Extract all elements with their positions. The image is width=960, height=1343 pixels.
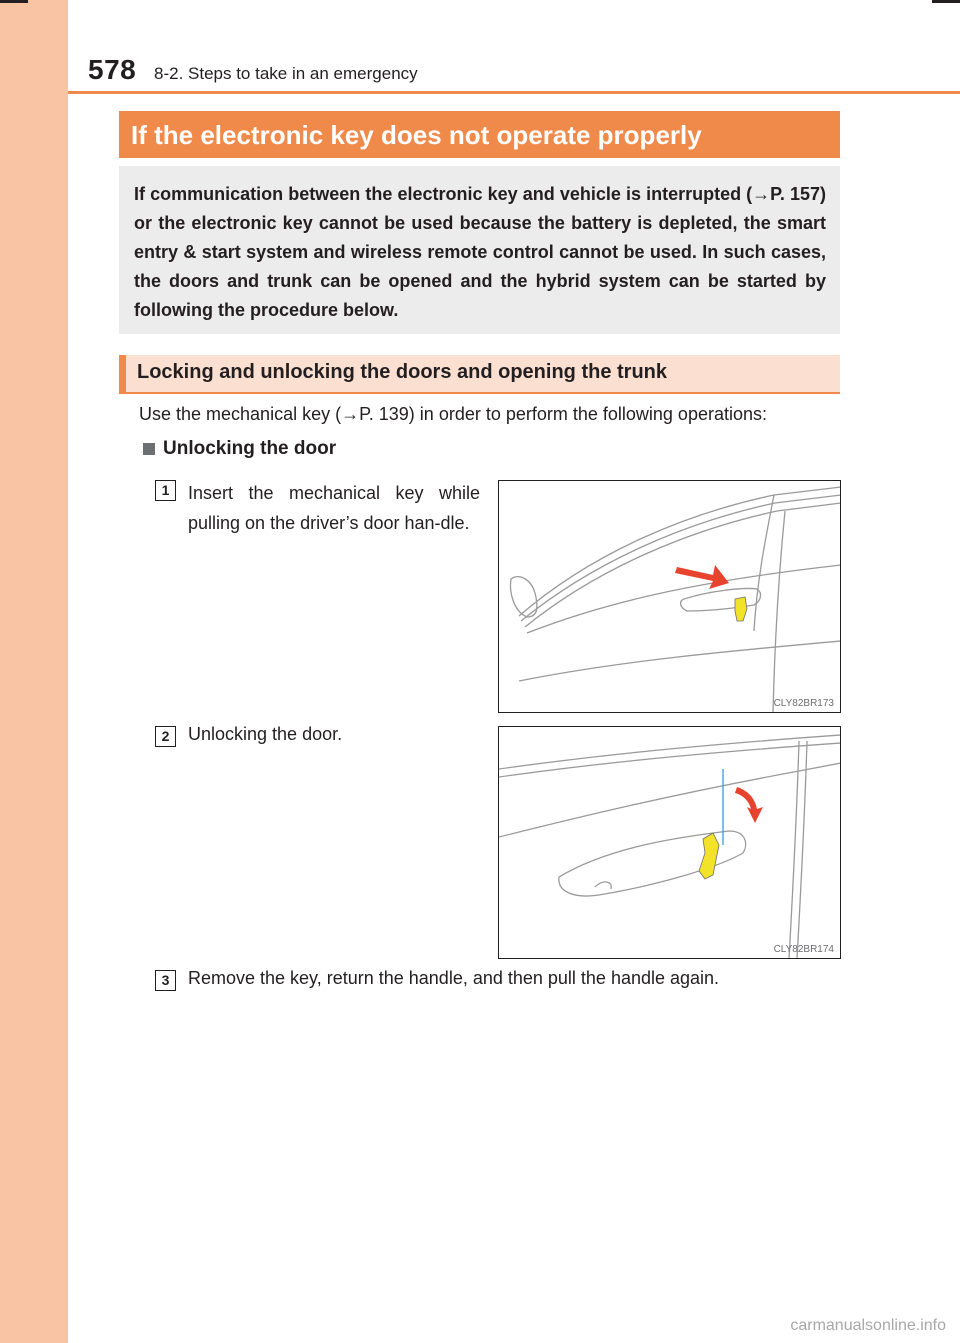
key-yellow-1 <box>735 597 747 621</box>
figure-code-2: CLY82BR174 <box>773 944 834 955</box>
watermark: carmanualsonline.info <box>790 1317 946 1334</box>
header-rule <box>68 91 960 94</box>
step-number-1: 1 <box>155 480 176 501</box>
page-number: 578 <box>88 54 137 85</box>
car-door-unlock-drawing <box>499 727 841 959</box>
section-reference: 8-2. Steps to take in an emergency <box>154 64 418 83</box>
subheading-text: Locking and unlocking the doors and opening the trunk <box>137 361 667 383</box>
illustration-unlock-door <box>498 726 841 959</box>
intro-box <box>119 166 840 334</box>
crop-mark-right <box>932 0 960 3</box>
section-title-bar <box>119 111 840 158</box>
subheading-accent <box>119 355 126 392</box>
arrow-red-2 <box>735 787 763 823</box>
crop-mark-left <box>0 0 28 3</box>
subheading-bar <box>119 355 840 392</box>
step-text-3: Remove the key, return the handle, and then pull the handle again. <box>188 968 720 988</box>
instruction-text: Use the mechanical key (→P. 139) in order to perform the following operations: <box>139 404 767 424</box>
step-text-1: Insert the mechanical key while pulling on the driver’s door han-dle. <box>188 483 480 533</box>
intro-text: If communication between the electronic key and vehicle is interrupted (→P. 157) or the electronic key cannot be used because the battery is depleted, the smart entry & start system and wireless remote control cannot be used. In such cases, the doors and trunk can be opened and the hybrid system can be started by following the procedure below. <box>134 184 826 320</box>
section-title: If the electronic key does not operate properly <box>131 120 702 150</box>
step-number-3: 3 <box>155 970 176 991</box>
illustration-insert-key <box>498 480 841 713</box>
subsection-title: Unlocking the door <box>163 438 337 459</box>
subheading-underline <box>119 392 840 394</box>
key-yellow-2 <box>699 833 719 879</box>
car-door-key-insert-drawing <box>499 481 841 713</box>
side-color-strip <box>0 0 68 1343</box>
square-bullet-icon <box>143 443 155 455</box>
step-text-2: Unlocking the door. <box>188 724 343 744</box>
step-number-2: 2 <box>155 726 176 747</box>
figure-code-1: CLY82BR173 <box>773 698 834 709</box>
